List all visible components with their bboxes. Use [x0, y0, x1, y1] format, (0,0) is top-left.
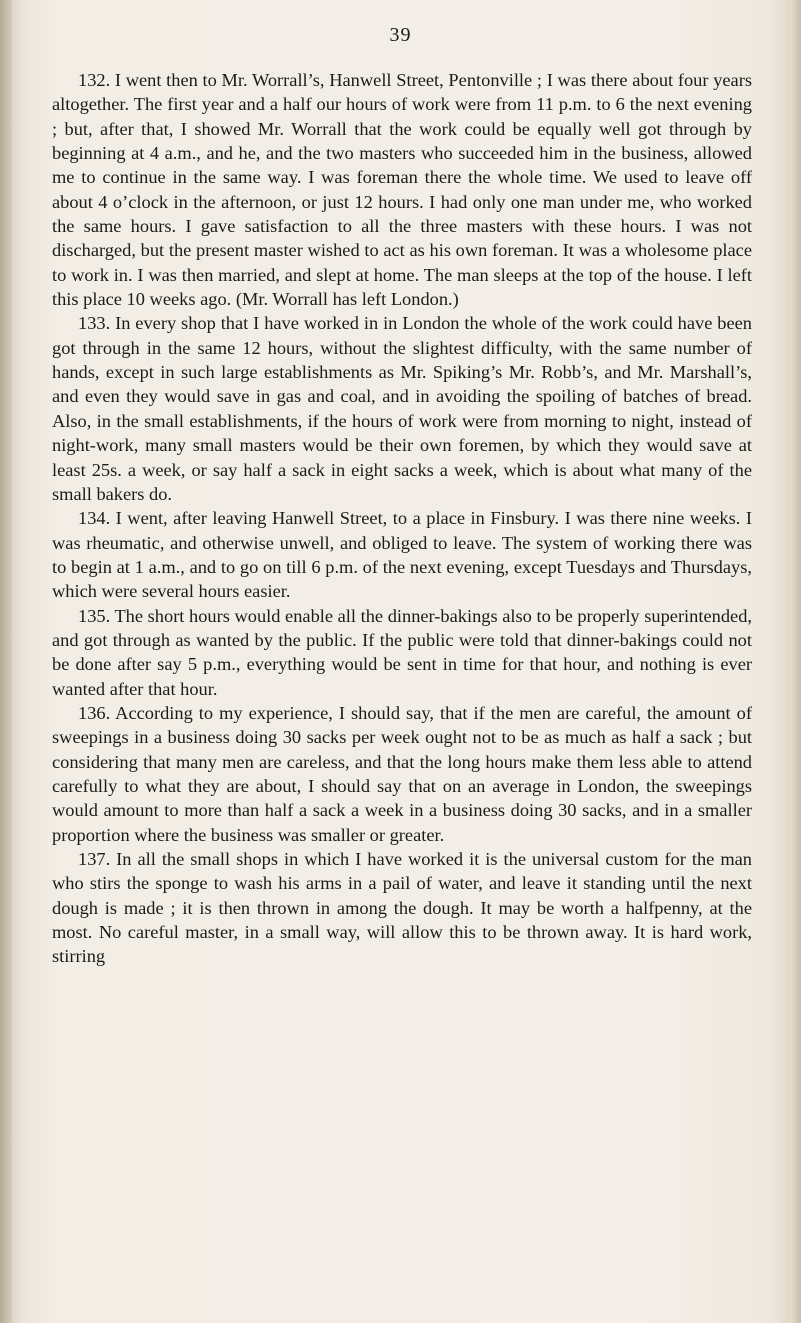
page-gutter-shadow — [0, 0, 12, 1323]
page-edge-shadow — [791, 0, 801, 1323]
paragraph-137: 137. In all the small shops in which I have worked it is the universal custom for the man who stirs the sponge to wash his arms in a pail of water, and leave it standing until the next dough is made ; it is then thrown in among the dough. It may be worth a halfpenny, at the most. No careful master, in a small way, will allow this to be thrown away. It is hard work, stirring — [52, 849, 752, 967]
paragraph-133: 133. In every shop that I have worked in in London the whole of the work could have been got through in the same 12 hours, without the slightest difficulty, with the same number of hands, except in such large establishments as Mr. Spiking’s Mr. Robb’s, and Mr. Marshall’s, and even they would save in gas and coal, and in avoiding the spoiling of batches of bread. Also, in the small establishments, if the hours of work were from morning to night, instead of night-work, many small masters would be their own foremen, by which they would save at least 25s. a week, or say half a sack in eight sacks a week, which is about what many of the small bakers do. — [52, 313, 752, 504]
paragraph-135: 135. The short hours would enable all the dinner-bakings also to be properly superintended, and got through as wanted by the public. If the public were told that dinner-bakings could not be done after say 5 p.m., everything would be sent in time for that hour, and nothing is ever wanted after that hour. — [52, 605, 752, 699]
paragraph-132: 132. I went then to Mr. Worrall’s, Hanwell Street, Pentonville ; I was there about four years altogether. The first year and a half our hours of work were from 11 p.m. to 6 the next evening ; but, after that, I showed Mr. Worrall that the work could be equally well got through by beginning at 4 a.m., and he, and the two masters who succeeded him in the business, allowed me to continue in the same way. I was foreman there the whole time. We used to leave off about 4 o’clock in the afternoon, or just 12 hours. I had only one man under me, who worked the same hours. I gave satisfaction to all the three masters with these hours. I was not discharged, but the present master wished to act as his own foreman. It was a wholesome place to work in. I was then married, and slept at home. The man sleeps at the top of the house. I left this place 10 weeks ago. (Mr. Worrall has left London.) — [52, 70, 752, 310]
page-number: 39 — [389, 24, 412, 46]
paragraph-136: 136. According to my experience, I should say, that if the men are careful, the amount of sweepings in a business doing 30 sacks per week ought not to be as much as half a sack ; but considering that many men are careless, and that the long hours make them less able to attend carefully to what they are about, I should say that on an average in London, the sweepings would amount to more than half a sack a week in a business doing 30 sacks, and in a smaller proportion where the business was smaller or greater. — [52, 702, 752, 845]
paragraph-134: 134. I went, after leaving Hanwell Street, to a place in Finsbury. I was there nine weeks. I was rheumatic, and otherwise unwell, and obliged to leave. The system of working there was to begin at 1 a.m., and to go on till 6 p.m. of the next evening, except Tuesdays and Thursdays, which were several hours easier. — [52, 508, 752, 602]
body-text — [52, 68, 752, 969]
